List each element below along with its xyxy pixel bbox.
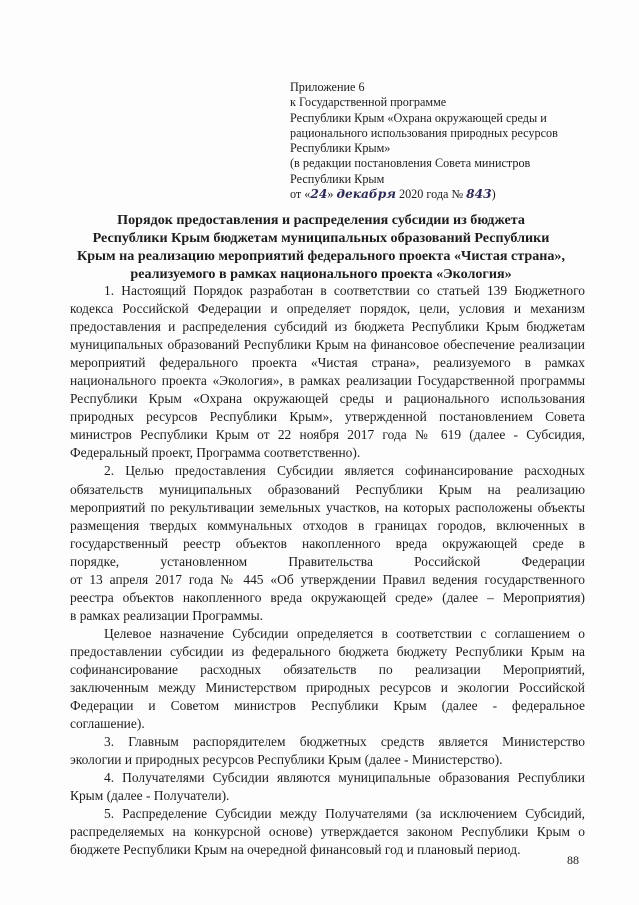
- decree-number-handwritten: 843: [466, 187, 492, 202]
- appendix-date-line: [290, 187, 590, 202]
- appendix-header: [290, 80, 590, 202]
- text-line: распределяемых на конкурсной основе) утверждается законом Республики Крым о: [70, 824, 585, 840]
- appendix-line: к Государственной программе: [290, 95, 447, 110]
- text-line: обязательств муниципальных образований Республики Крым на реализацию: [70, 481, 585, 497]
- date-mid: »: [327, 187, 337, 202]
- title-line: Крым на реализацию мероприятий федерального проекта «Чистая страна»,: [77, 248, 565, 264]
- text-line: в рамках реализации Программы.: [70, 607, 264, 623]
- text-line: 5. Распределение Субсидии между Получателями (за исключением Субсидий,: [104, 806, 585, 822]
- date-year: 2020 года №: [395, 187, 467, 202]
- paragraph-1: [70, 282, 585, 462]
- paragraph-5: [70, 805, 585, 859]
- text-line: 4. Получателями Субсидии являются муниципальные образования Республики: [104, 770, 585, 786]
- date-close: ): [491, 187, 496, 202]
- appendix-line: (в редакции постановления Совета министров: [290, 156, 531, 171]
- text-line: мероприятий по рекультивации земельных участков, на которых расположены объекты: [70, 499, 585, 515]
- title-line: Порядок предоставления и распределения субсидии из бюджета: [117, 212, 525, 228]
- text-line: софинансирование расходных обязательств по реализации Мероприятий,: [70, 661, 585, 677]
- title-line: реализуемого в рамках национального проекта «Экология»: [130, 266, 512, 282]
- document-body: [70, 282, 585, 860]
- appendix-line: Приложение 6: [290, 80, 365, 94]
- text-line: экологии и природных ресурсов Республики Крым (далее - Министерство).: [70, 752, 503, 768]
- appendix-line: Республики Крым»: [290, 141, 391, 156]
- text-line: министров Республики Крым от 22 ноября 2017 года № 619 (далее - Субсидия,: [70, 427, 585, 443]
- text-line: 1. Настоящий Порядок разработан в соответствии со статьей 139 Бюджетного: [104, 283, 585, 298]
- text-line: размещения твердых коммунальных отходов в границах городов, включенных в: [70, 517, 585, 533]
- text-line: 3. Главным распорядителем бюджетных средств является Министерство: [104, 734, 585, 750]
- paragraph-4: [70, 769, 585, 805]
- date-month-handwritten: декабря: [336, 187, 396, 202]
- text-line: муниципальных образований Республики Крым на финансовое обеспечение реализации: [70, 337, 585, 353]
- text-line: Федеральный проект, Программа соответственно).: [70, 445, 361, 461]
- text-line: национального проекта «Экология», в рамках реализации Государственной программы: [70, 373, 585, 389]
- paragraph-2-target: [70, 625, 585, 733]
- text-line: кодекса Российской Федерации и определяет порядок, цели, условия и механизм: [70, 301, 585, 317]
- date-prefix: от «: [290, 187, 311, 202]
- text-line: природных ресурсов Республики Крым», утвержденной постановлением Совета: [70, 409, 585, 425]
- text-line: Целевое назначение Субсидии определяется в соответствии с соглашением о: [104, 625, 585, 641]
- text-line: предоставления и распределения субсидий из бюджета Республики Крым бюджетам: [70, 319, 585, 335]
- text-line: заключенным между Министерством природных ресурсов и экологии Российской: [70, 680, 585, 696]
- paragraph-2: [70, 462, 585, 624]
- appendix-line: Республики Крым «Охрана окружающей среды и: [290, 110, 547, 125]
- text-line: от 13 апреля 2017 года № 445 «Об утверждении Правил ведения государственного: [70, 571, 585, 587]
- text-line: мероприятий федерального проекта «Чистая страна», реализуемого в рамках: [70, 355, 585, 371]
- text-line: бюджете Республики Крым на очередной финансовый год и плановый период.: [70, 842, 521, 858]
- text-line: соглашение).: [70, 716, 145, 732]
- text-line: Крым (далее - Получатели).: [70, 788, 230, 804]
- title-line: Республики Крым бюджетам муниципальных образований Республики: [92, 230, 550, 246]
- text-line: реестра объектов накопленного вреда окружающей среде» (далее – Мероприятия): [70, 589, 585, 605]
- text-line: государственный реестр объектов накопленного вреда окружающей среде в: [70, 535, 585, 551]
- text-line: порядке, установленном Правительства Российской Федерации: [70, 553, 585, 569]
- date-day-handwritten: 24: [310, 187, 328, 202]
- document-title: [72, 211, 570, 283]
- appendix-line: рационального использования природных ресурсов: [290, 125, 558, 140]
- page-number: 88: [567, 853, 579, 867]
- paragraph-3: [70, 733, 585, 769]
- text-line: предоставлении субсидии из федерального бюджета бюджету Республики Крым на: [70, 643, 585, 659]
- text-line: 2. Целью предоставления Субсидии является софинансирование расходных: [104, 463, 585, 479]
- text-line: Федерации и Советом министров Республики Крым (далее - федеральное: [70, 698, 585, 714]
- text-line: Республики Крым «Охрана окружающей среды и рационального использования: [70, 391, 585, 407]
- appendix-line: Республики Крым: [290, 171, 385, 186]
